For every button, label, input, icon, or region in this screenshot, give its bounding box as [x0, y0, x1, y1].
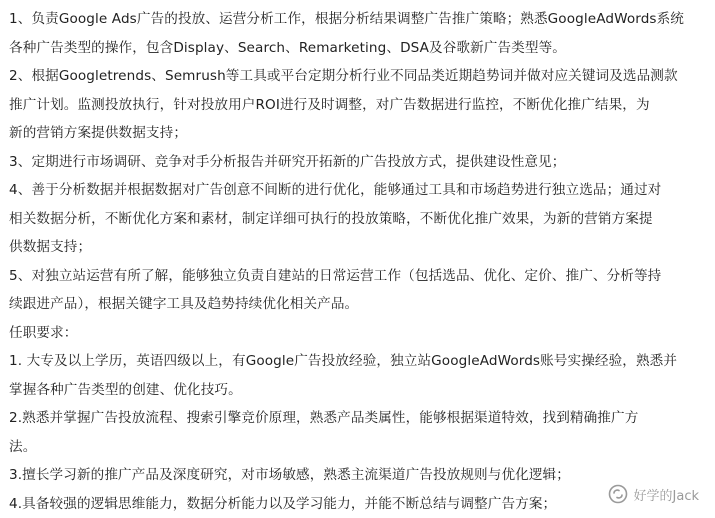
text-line: 5、对独立站运营有所了解，能够独立负责自建站的日常运营工作（包括选品、优化、定价、推广、分析等持	[9, 267, 662, 284]
text-line: 推广计划。监测投放执行，针对投放用户ROI进行及时调整，对广告数据进行监控，不断优化推广结果，为	[9, 96, 650, 113]
text-line: 3.擅长学习新的推广产品及深度研究，对市场敏感，熟悉主流渠道广告投放规则与优化逻辑；	[9, 467, 570, 483]
section-heading: 任职要求：	[9, 324, 78, 341]
text-line: 新的营销方案提供数据支持；	[9, 125, 188, 141]
text-line: 3、定期进行市场调研、竞争对手分析报告并研究开拓新的广告投放方式，提供建设性意见；	[9, 153, 566, 170]
document-body	[9, 5, 709, 518]
text-line: 4、善于分析数据并根据数据对广告创意不间断的进行优化，能够通过工具和市场趋势进行独立选品；通过对	[9, 182, 662, 198]
text-line: 2、根据Googletrends、Semrush等工具或平台定期分析行业不同品类近期趋势词并做对应关键词及选品测款	[9, 68, 678, 84]
text-line: 1、负责Google Ads广告的投放、运营分析工作，根据分析结果调整广告推广策略；熟悉GoogleAdWords系统	[9, 11, 685, 27]
text-line: 各种广告类型的操作，包含Display、Search、Remarketing、DSA及谷歌新广告类型等。	[9, 39, 566, 56]
text-line: 相关数据分析，不断优化方案和素材，制定详细可执行的投放策略，不断优化推广效果，为新的营销方案提	[9, 210, 653, 227]
text-line: 2.熟悉并掌握广告投放流程、搜索引擎竞价原理，熟悉产品类属性，能够根据渠道特效，找到精确推广方	[9, 410, 639, 426]
text-line: 4.具备较强的逻辑思维能力，数据分析能力以及学习能力，并能不断总结与调整广告方案；	[9, 495, 557, 512]
text-line: 供数据支持；	[9, 239, 92, 255]
text-line: 法。	[9, 438, 37, 455]
wechat-official-account-icon	[608, 484, 628, 504]
text-line: 1. 大专及以上学历，英语四级以上，有Google广告投放经验，独立站GoogleAdWords账号实操经验，熟悉并	[9, 353, 678, 369]
text-line: 续跟进产品），根据关键字工具及趋势持续优化相关产品。	[9, 296, 359, 312]
watermark-text: 好学的Jack	[633, 488, 699, 504]
watermark	[608, 484, 699, 504]
text-line: 掌握各种广告类型的创建、优化技巧。	[9, 381, 242, 398]
